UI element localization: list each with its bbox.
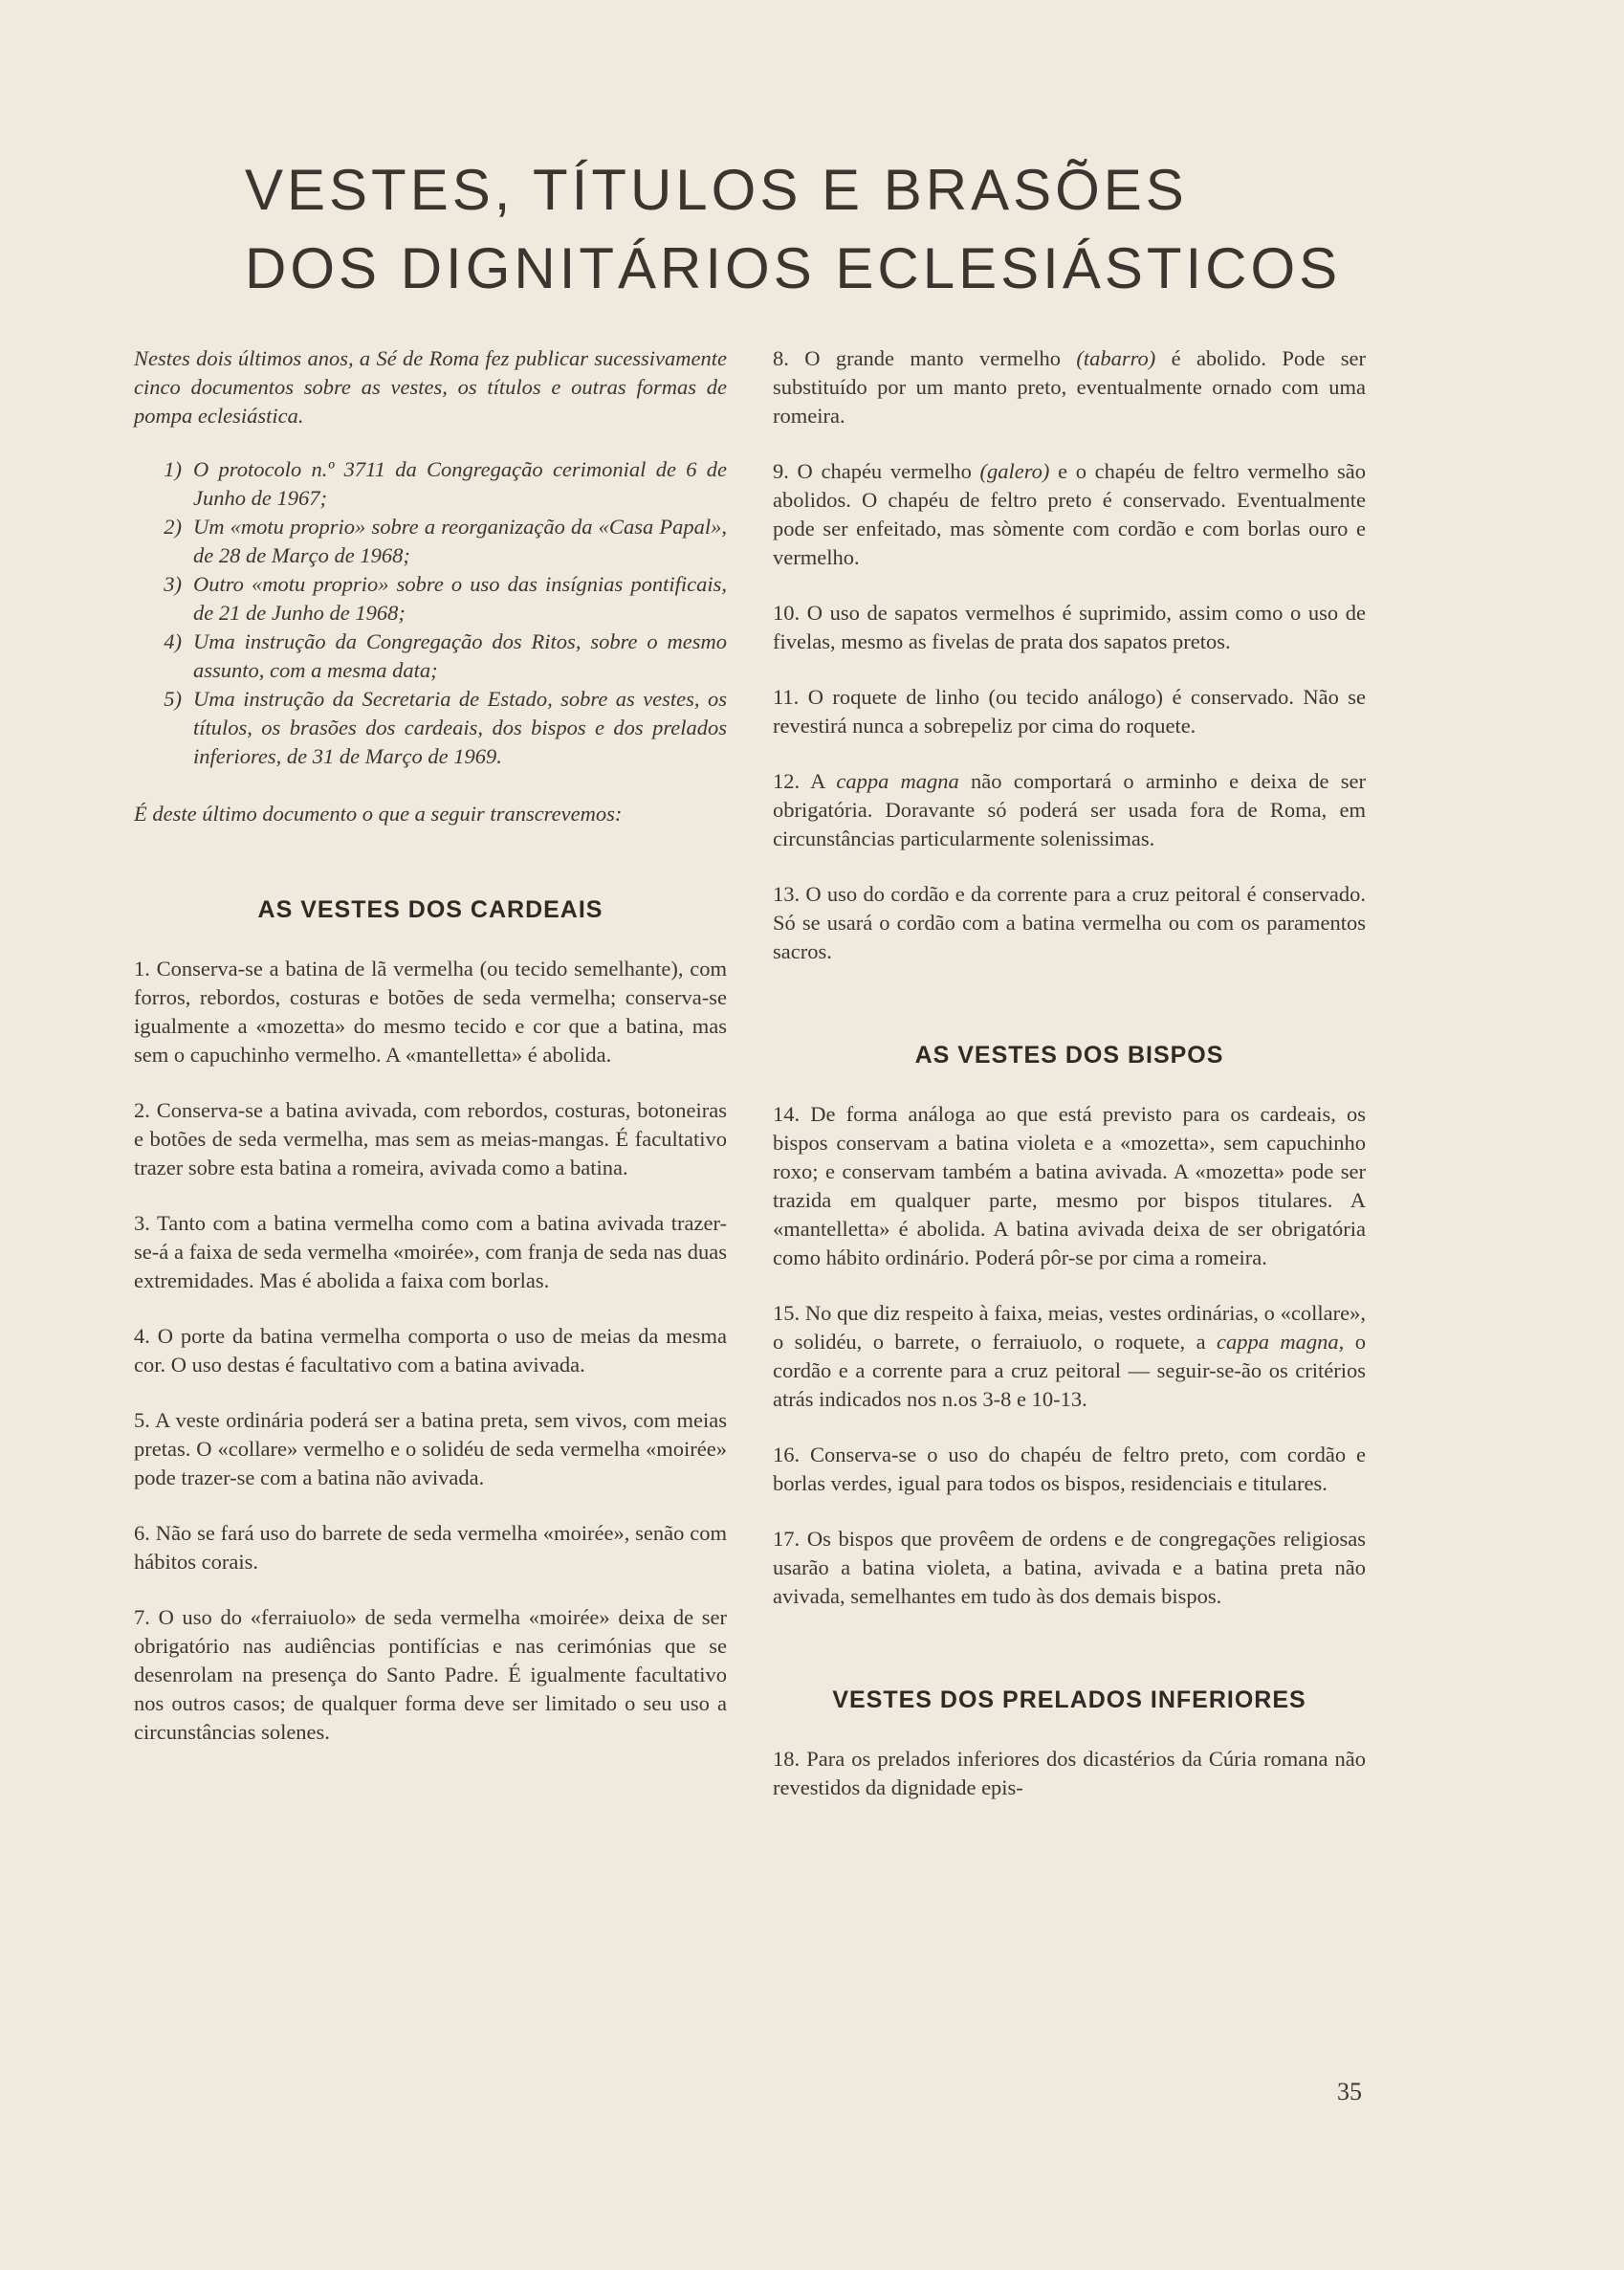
page-title — [245, 151, 1393, 308]
paragraph-11: 11. O roquete de linho (ou tecido análogo) é conservado. Não se revestirá nunca a sobrepeliz por cima do roquete. — [773, 685, 1366, 738]
section-heading-prelados: VESTES DOS PRELADOS INFERIORES — [832, 1686, 1306, 1713]
right-column — [773, 344, 1366, 1829]
paragraph-18: 18. Para os prelados inferiores dos dicastérios da Cúria romana não revestidos da dignidade epis- — [773, 1747, 1366, 1799]
paragraph-6: 6. Não se fará uso do barrete de seda vermelha «moirée», senão com hábitos corais. — [134, 1521, 727, 1574]
page-number: 35 — [1337, 2078, 1362, 2105]
left-column — [134, 344, 727, 1774]
document-item: 2) Um «motu proprio» sobre a reorganização da «Casa Papal», de 28 de Março de 1968; — [164, 515, 727, 567]
paragraph-15: 15. No que diz respeito à faixa, meias, vestes ordinárias, o «collare», o solidéu, o barrete, o ferraiuolo, o roquete, a cappa magna, o cordão e a corrente para a cruz peitoral — seguir-se-ão os critérios atrás indicados nos n.os 3-8 e 10-13. — [773, 1301, 1366, 1411]
paragraph-1: 1. Conserva-se a batina de lã vermelha (ou tecido semelhante), com forros, rebordos, costuras e botões de seda vermelha; conserva-se igualmente a «mozetta» do mesmo tecido e cor que a batina, mas sem o capuchinho vermelho. A «mantelletta» é abolida. — [134, 957, 727, 1067]
paragraph-2: 2. Conserva-se a batina avivada, com rebordos, costuras, botoneiras e botões de seda vermelha, mas sem as meias-mangas. É facultativo trazer sobre esta batina a romeira, avivada como a batina. — [134, 1098, 727, 1179]
document-item: 5) Uma instrução da Secretaria de Estado, sobre as vestes, os títulos, os brasões dos cardeais, dos bispos e dos prelados inferiores, de 31 de Março de 1969. — [164, 687, 727, 768]
intro-block — [134, 344, 727, 828]
paragraph-8: 8. O grande manto vermelho (tabarro) é abolido. Pode ser substituído por um manto preto, eventualmente ornado com uma romeira. — [773, 346, 1367, 428]
paragraph-3: 3. Tanto com a batina vermelha como com a batina avivada trazer-se-á a faixa de seda vermelha «moirée», com franja de seda nas duas extremidades. Mas é abolida a faixa com borlas. — [134, 1211, 727, 1292]
intro-paragraph: Nestes dois últimos anos, a Sé de Roma fez publicar sucessivamente cinco documentos sobre as vestes, os títulos e outras formas de pompa eclesiástica. — [134, 346, 727, 428]
section-heading-bispos: AS VESTES DOS BISPOS — [914, 1042, 1224, 1069]
paragraph-16: 16. Conserva-se o uso do chapéu de feltro preto, com cordão e borlas verdes, igual para todos os bispos, residenciais e titulares. — [773, 1443, 1366, 1495]
paragraph-14: 14. De forma análoga ao que está previsto para os cardeais, os bispos conservam a batina violeta e a «mozetta», sem capuchinho roxo; e conservam também a batina avivada. A «mozetta» pode ser trazida em qualquer parte, mesmo por bispos titulares. A «mantelletta» é abolida. A batina avivada deixa de ser obrigatória como hábito ordinário. Poderá pôr-se por cima a romeira. — [773, 1102, 1366, 1269]
document-item: 4) Uma instrução da Congregação dos Ritos, sobre o mesmo assunto, com a mesma data; — [164, 629, 727, 682]
documents-list — [134, 455, 727, 771]
paragraph-12: 12. A cappa magna não comportará o arminho e deixa de ser obrigatória. Doravante só poderá ser usada fora de Roma, em circunstâncias particularmente solenissimas. — [773, 769, 1366, 850]
paragraph-4: 4. O porte da batina vermelha comporta o uso de meias da mesma cor. O uso destas é facultativo com a batina avivada. — [134, 1324, 727, 1377]
document-item: 1) O protocolo n.º 3711 da Congregação cerimonial de 6 de Junho de 1967; — [164, 457, 727, 510]
paragraph-17: 17. Os bispos que provêem de ordens e de congregações religiosas usarão a batina violeta, a batina, avivada e a batina preta não avivada, semelhantes em tudo às dos demais bispos. — [773, 1527, 1366, 1608]
paragraph-9: 9. O chapéu vermelho (galero) e o chapéu de feltro vermelho são abolidos. O chapéu de feltro preto é conservado. Eventualmente pode ser enfeitado, mas sòmente com cordão e com borlas ouro e vermelho. — [773, 459, 1366, 569]
document-item: 3) Outro «motu proprio» sobre o uso das insígnias pontificais, de 21 de Junho de 1968; — [164, 572, 727, 625]
intro-end-paragraph: É deste último documento o que a seguir transcrevemos: — [134, 802, 623, 826]
paragraph-7: 7. O uso do «ferraiuolo» de seda vermelha «moirée» deixa de ser obrigatório nas audiências pontifícias e nas cerimónias que se desenrolam na presença do Santo Padre. É igualmente facultativo nos outros casos; de qualquer forma deve ser limitado o seu uso a circunstâncias solenes. — [134, 1605, 727, 1744]
title-line-1: VESTES, TÍTULOS E BRASÕES — [245, 158, 1188, 222]
paragraph-13: 13. O uso do cordão e da corrente para a cruz peitoral é conservado. Só se usará o cordão com a batina vermelha ou com os paramentos sacros. — [773, 882, 1366, 963]
section-heading-cardeais: AS VESTES DOS CARDEAIS — [257, 896, 604, 923]
paragraph-5: 5. A veste ordinária poderá ser a batina preta, sem vivos, com meias pretas. O «collare» vermelho e o solidéu de seda vermelha «moirée» pode trazer-se com a batina não avivada. — [134, 1408, 727, 1489]
paragraph-10: 10. O uso de sapatos vermelhos é suprimido, assim como o uso de fivelas, mesmo as fivelas de prata dos sapatos pretos. — [773, 601, 1366, 653]
title-line-2: DOS DIGNITÁRIOS ECLESIÁSTICOS — [245, 236, 1342, 300]
